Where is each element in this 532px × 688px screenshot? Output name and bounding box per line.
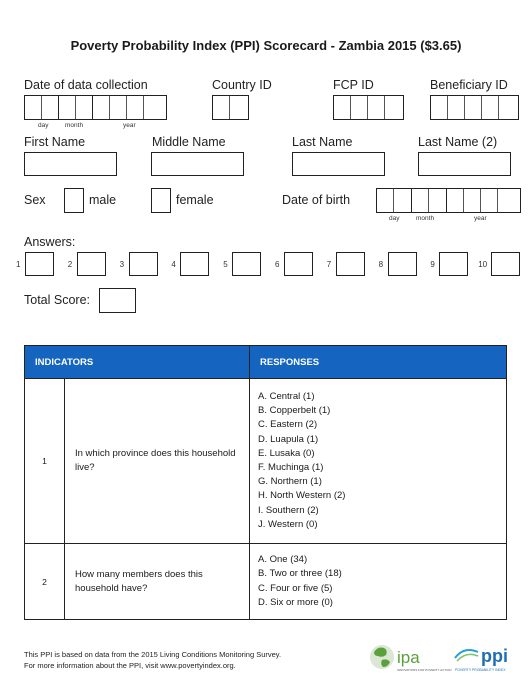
ppi-logo-subtext: POVERTY PROBABILITY INDEX: [455, 668, 506, 672]
date-of-collection-label: Date of data collection: [24, 78, 148, 92]
year-label: year: [123, 122, 136, 129]
first-name-input[interactable]: [24, 152, 117, 176]
ppi-logo-text: ppi: [481, 646, 508, 666]
page-title: Poverty Probability Index (PPI) Scorecard - Zambia 2015 ($3.65): [70, 38, 462, 53]
day-label: day: [38, 122, 49, 129]
indicators-table: [24, 345, 507, 620]
dob-month-label: month: [416, 215, 435, 222]
question-text: In which province does this household live?: [65, 379, 250, 544]
table-row: [25, 379, 507, 544]
response-option: D. Six or more (0): [258, 596, 333, 608]
date-of-collection-field[interactable]: [24, 95, 167, 120]
answer-box-10[interactable]: [491, 252, 520, 276]
table-header-row: [25, 346, 507, 379]
country-id-label: Country ID: [212, 78, 272, 92]
dob-day-label: day: [389, 215, 400, 222]
answer-number: 8: [378, 260, 384, 269]
ipa-logo-text: ipa: [397, 648, 420, 667]
answer-box-5[interactable]: [232, 252, 261, 276]
table-row: [25, 544, 507, 620]
response-option: E. Lusaka (0): [258, 447, 315, 459]
response-option: D. Luapula (1): [258, 433, 319, 445]
ipa-logo-subtext: INNOVATIONS FOR POVERTY ACTION: [397, 668, 452, 672]
answer-box-1[interactable]: [25, 252, 54, 276]
answer-number: 5: [223, 260, 228, 269]
month-label: month: [65, 122, 84, 129]
response-options: [250, 544, 507, 620]
total-score-label: Total Score:: [24, 293, 91, 307]
middle-name-input[interactable]: [151, 152, 244, 176]
response-option: C. Eastern (2): [258, 419, 318, 431]
response-option: I. Southern (2): [258, 504, 319, 516]
answer-box-8[interactable]: [388, 252, 417, 276]
response-option: G. Northern (1): [258, 476, 322, 488]
response-option: A. Central (1): [258, 390, 315, 402]
answer-number: 7: [326, 260, 332, 269]
beneficiary-id-field[interactable]: [430, 95, 519, 120]
answer-number: 6: [275, 260, 280, 269]
indicators-header: INDICATORS: [25, 346, 250, 379]
ipa-globe-icon: [368, 640, 452, 674]
last-name-2-input[interactable]: [418, 152, 511, 176]
footer-line-1: This PPI is based on data from the 2015 Living Conditions Monitoring Survey.: [24, 650, 282, 659]
first-name-label: First Name: [24, 135, 86, 149]
last-name-2-label: Last Name (2): [418, 135, 498, 149]
sex-label: Sex: [24, 193, 46, 207]
beneficiary-id-label: Beneficiary ID: [430, 78, 508, 92]
response-option: F. Muchinga (1): [258, 462, 324, 473]
responses-header: RESPONSES: [250, 346, 507, 379]
country-id-field[interactable]: [212, 95, 249, 120]
total-score-input[interactable]: [99, 288, 136, 313]
ppi-logo: [452, 640, 524, 674]
answer-number: 9: [430, 260, 435, 269]
answer-box-9[interactable]: [439, 252, 468, 276]
response-option: B. Two or three (18): [258, 568, 342, 580]
fcp-id-label: FCP ID: [333, 78, 374, 92]
answer-box-2[interactable]: [77, 252, 106, 276]
row-number: 2: [25, 544, 65, 620]
answer-box-4[interactable]: [180, 252, 209, 276]
question-text: How many members does this household have?: [65, 544, 250, 620]
ipa-logo: [368, 640, 452, 674]
female-checkbox[interactable]: [151, 188, 171, 213]
dob-label: Date of birth: [282, 193, 351, 207]
answer-number: 3: [119, 260, 125, 269]
answer-number: 2: [67, 260, 73, 269]
response-options: [250, 379, 507, 544]
male-checkbox[interactable]: [64, 188, 84, 213]
row-number: 1: [25, 379, 65, 544]
female-label: female: [176, 193, 214, 207]
answer-box-7[interactable]: [336, 252, 365, 276]
response-option: H. North Western (2): [258, 490, 346, 502]
response-option: C. Four or five (5): [258, 582, 333, 594]
last-name-label: Last Name: [292, 135, 353, 149]
footer-note: [24, 649, 281, 671]
dob-field[interactable]: [376, 188, 521, 213]
response-option: J. Western (0): [258, 518, 318, 530]
dob-year-label: year: [474, 215, 487, 222]
answer-box-3[interactable]: [129, 252, 158, 276]
answer-box-6[interactable]: [284, 252, 313, 276]
male-label: male: [89, 193, 117, 207]
answer-number: 4: [171, 260, 176, 269]
ppi-swoosh-icon: [452, 640, 524, 674]
answer-number: 10: [478, 260, 488, 269]
last-name-input[interactable]: [292, 152, 385, 176]
answer-number: 1: [16, 260, 21, 269]
answers-label: Answers:: [24, 235, 76, 249]
response-option: A. One (34): [258, 554, 308, 566]
footer-line-2: For more information about the PPI, visit www.povertyindex.org.: [24, 661, 236, 670]
response-option: B. Copperbelt (1): [258, 405, 331, 417]
fcp-id-field[interactable]: [333, 95, 404, 120]
middle-name-label: Middle Name: [152, 135, 226, 149]
